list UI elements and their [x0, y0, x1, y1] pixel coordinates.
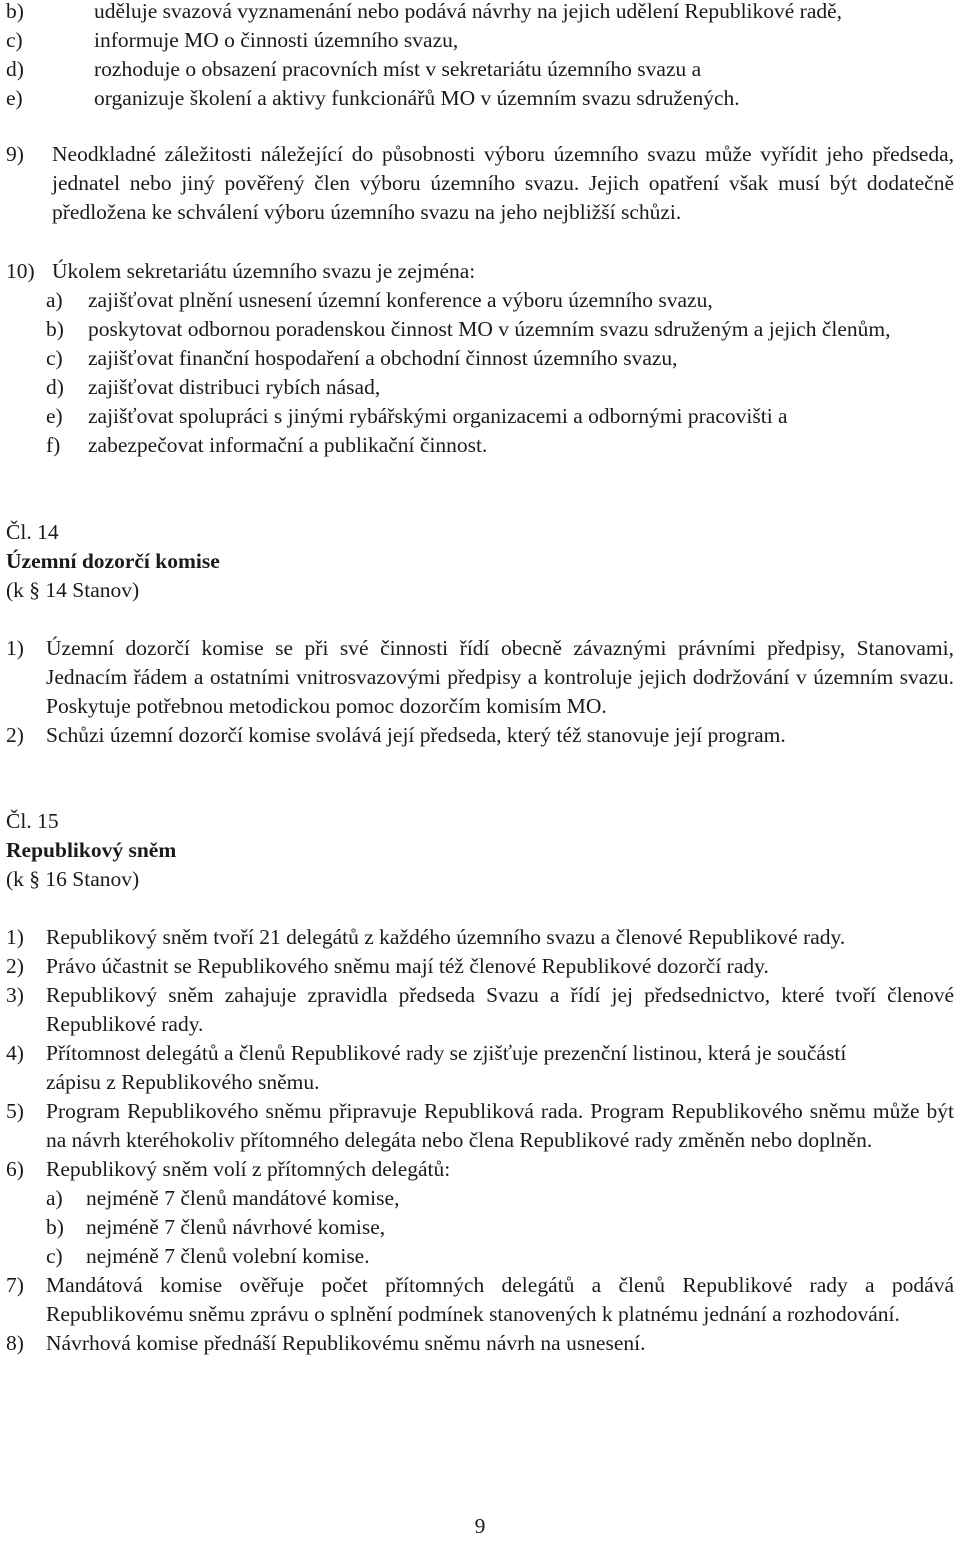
item-text: zajišťovat plnění usnesení územní konference a výboru územního svazu,: [88, 288, 713, 312]
paragraph-text: Program Republikového sněmu připravuje Republiková rada. Program Republikového sněmu může být na návrh kteréhokoliv přítomného delegáta nebo člena Republikové rady změněn nebo doplněn.: [46, 1099, 954, 1152]
paragraph-number: 1): [6, 636, 24, 660]
numbered-paragraph: [6, 1039, 960, 1097]
paragraph-text: Republikový sněm zahajuje zpravidla předseda Svazu a řídí jej předsednictvo, které tvoří členové Republikové rady.: [46, 983, 954, 1036]
paragraph-text: Územní dozorčí komise se při své činnosti řídí obecně závaznými právními předpisy, Stanovami, Jednacím řádem a ostatními vnitrosvazovými předpisy a kontroluje jejich dodržování v územním svazu. Poskytuje potřebnou metodickou pomoc dozorčím komisím MO.: [46, 636, 954, 718]
numbered-paragraph: [6, 721, 960, 750]
article-number: Čl. 15: [6, 809, 59, 833]
article-14-body: [0, 634, 960, 750]
item-text: zajišťovat finanční hospodaření a obchodní činnost územního svazu,: [88, 346, 678, 370]
list-item: [46, 344, 960, 373]
item-label: c): [46, 1244, 63, 1268]
item-text: organizuje školení a aktivy funkcionářů MO v územním svazu sdružených.: [94, 86, 740, 110]
item-label: b): [6, 0, 24, 23]
list-item: [46, 1184, 960, 1213]
numbered-paragraph: [6, 923, 960, 952]
item-text: nejméně 7 členů návrhové komise,: [86, 1215, 386, 1239]
paragraph-number: 8): [6, 1331, 24, 1355]
numbered-paragraph: [6, 1329, 960, 1358]
item-label: d): [46, 375, 64, 399]
list-item: [46, 431, 960, 460]
paragraph-number: 1): [6, 925, 24, 949]
item-text: informuje MO o činnosti územního svazu,: [94, 28, 459, 52]
paragraph-number: 5): [6, 1099, 24, 1123]
paragraph-number: 10): [6, 259, 35, 283]
numbered-paragraph: [6, 257, 960, 286]
article-title: Republikový sněm: [6, 838, 177, 862]
paragraph-number: 9): [6, 142, 24, 166]
item-text: zabezpečovat informační a publikační činnost.: [88, 433, 488, 457]
list-item: [6, 84, 960, 113]
article-15: [0, 807, 960, 894]
paragraph-text: Přítomnost delegátů a členů Republikové rady se zjišťuje prezenční listinou, která je součástí zápisu z Republikového sněmu.: [46, 1041, 847, 1094]
numbered-paragraph: [6, 952, 960, 981]
paragraph-text: Schůzi územní dozorčí komise svolává její předseda, který též stanovuje její program.: [46, 723, 786, 747]
list-item: [46, 315, 960, 344]
item-label: a): [46, 288, 63, 312]
item-label: f): [46, 433, 61, 457]
item-label: b): [46, 317, 64, 341]
item-label: b): [46, 1215, 64, 1239]
article-reference: (k § 14 Stanov): [6, 578, 140, 602]
paragraph-text: Republikový sněm tvoří 21 delegátů z každého územního svazu a členové Republikové rady.: [46, 925, 846, 949]
top-items-list: [0, 0, 960, 113]
list-item: [46, 1213, 960, 1242]
numbered-paragraph: [6, 981, 960, 1039]
list-item: [46, 373, 960, 402]
paragraph-text: Republikový sněm volí z přítomných delegátů:: [46, 1157, 451, 1181]
numbered-paragraph: [6, 1271, 960, 1329]
article-title: Územní dozorčí komise: [6, 549, 220, 573]
numbered-paragraph: [6, 1097, 960, 1155]
paragraph-text: Úkolem sekretariátu územního svazu je zejména:: [52, 259, 476, 283]
item-text: poskytovat odbornou poradenskou činnost MO v územním svazu sdruženým a jejich členům,: [88, 317, 891, 341]
item-text: uděluje svazová vyznamenání nebo podává návrhy na jejich udělení Republikové radě,: [94, 0, 843, 23]
list-item: [46, 286, 960, 315]
paragraph-number: 7): [6, 1273, 24, 1297]
paragraph-text: Návrhová komise přednáší Republikovému sněmu návrh na usnesení.: [46, 1331, 646, 1355]
paragraph-text: Právo účastnit se Republikového sněmu mají též členové Republikové dozorčí rady.: [46, 954, 769, 978]
list-item: [46, 1242, 960, 1271]
item-label: e): [46, 404, 63, 428]
paragraph-number: 4): [6, 1041, 24, 1065]
item-text: zajišťovat spolupráci s jinými rybářskými organizacemi a odbornými pracovišti a: [88, 404, 788, 428]
article-reference: (k § 16 Stanov): [6, 867, 140, 891]
numbered-paragraph: [6, 1155, 960, 1184]
item-label: c): [6, 28, 23, 52]
paragraph-9: [0, 140, 960, 227]
item-label: e): [6, 86, 23, 110]
paragraph-number: 6): [6, 1157, 24, 1181]
list-item: [6, 55, 960, 84]
item-label: a): [46, 1186, 63, 1210]
paragraph-10: [0, 257, 960, 460]
paragraph-text: Neodkladné záležitosti náležející do působnosti výboru územního svazu může vyřídit jeho předseda, jednatel nebo jiný pověřený člen výboru územního svazu. Jejich opatření však musí být dodatečně předložena ke schválení výboru územního svazu na jeho nejbližší schůzi.: [52, 142, 954, 224]
list-item: [46, 402, 960, 431]
article-15-body: [0, 923, 960, 1358]
item-text: zajišťovat distribuci rybích násad,: [88, 375, 381, 399]
article-14: [0, 518, 960, 605]
numbered-paragraph: [6, 140, 960, 227]
page-number: 9: [474, 1514, 486, 1538]
article-number: Čl. 14: [6, 520, 59, 544]
paragraph-text: Mandátová komise ověřuje počet přítomných delegátů a členů Republikové rady a podává Republikovému sněmu zprávu o splnění podmínek stanovených k platnému jednání a rozhodování.: [46, 1273, 954, 1326]
list-item: [6, 26, 960, 55]
numbered-paragraph: [6, 634, 960, 721]
item-text: nejméně 7 členů mandátové komise,: [86, 1186, 400, 1210]
item-text: nejméně 7 členů volební komise.: [86, 1244, 370, 1268]
paragraph-number: 2): [6, 723, 24, 747]
item-label: d): [6, 57, 24, 81]
item-text: rozhoduje o obsazení pracovních míst v sekretariátu územního svazu a: [94, 57, 702, 81]
item-label: c): [46, 346, 63, 370]
paragraph-number: 3): [6, 983, 24, 1007]
list-item: [6, 0, 960, 26]
paragraph-number: 2): [6, 954, 24, 978]
